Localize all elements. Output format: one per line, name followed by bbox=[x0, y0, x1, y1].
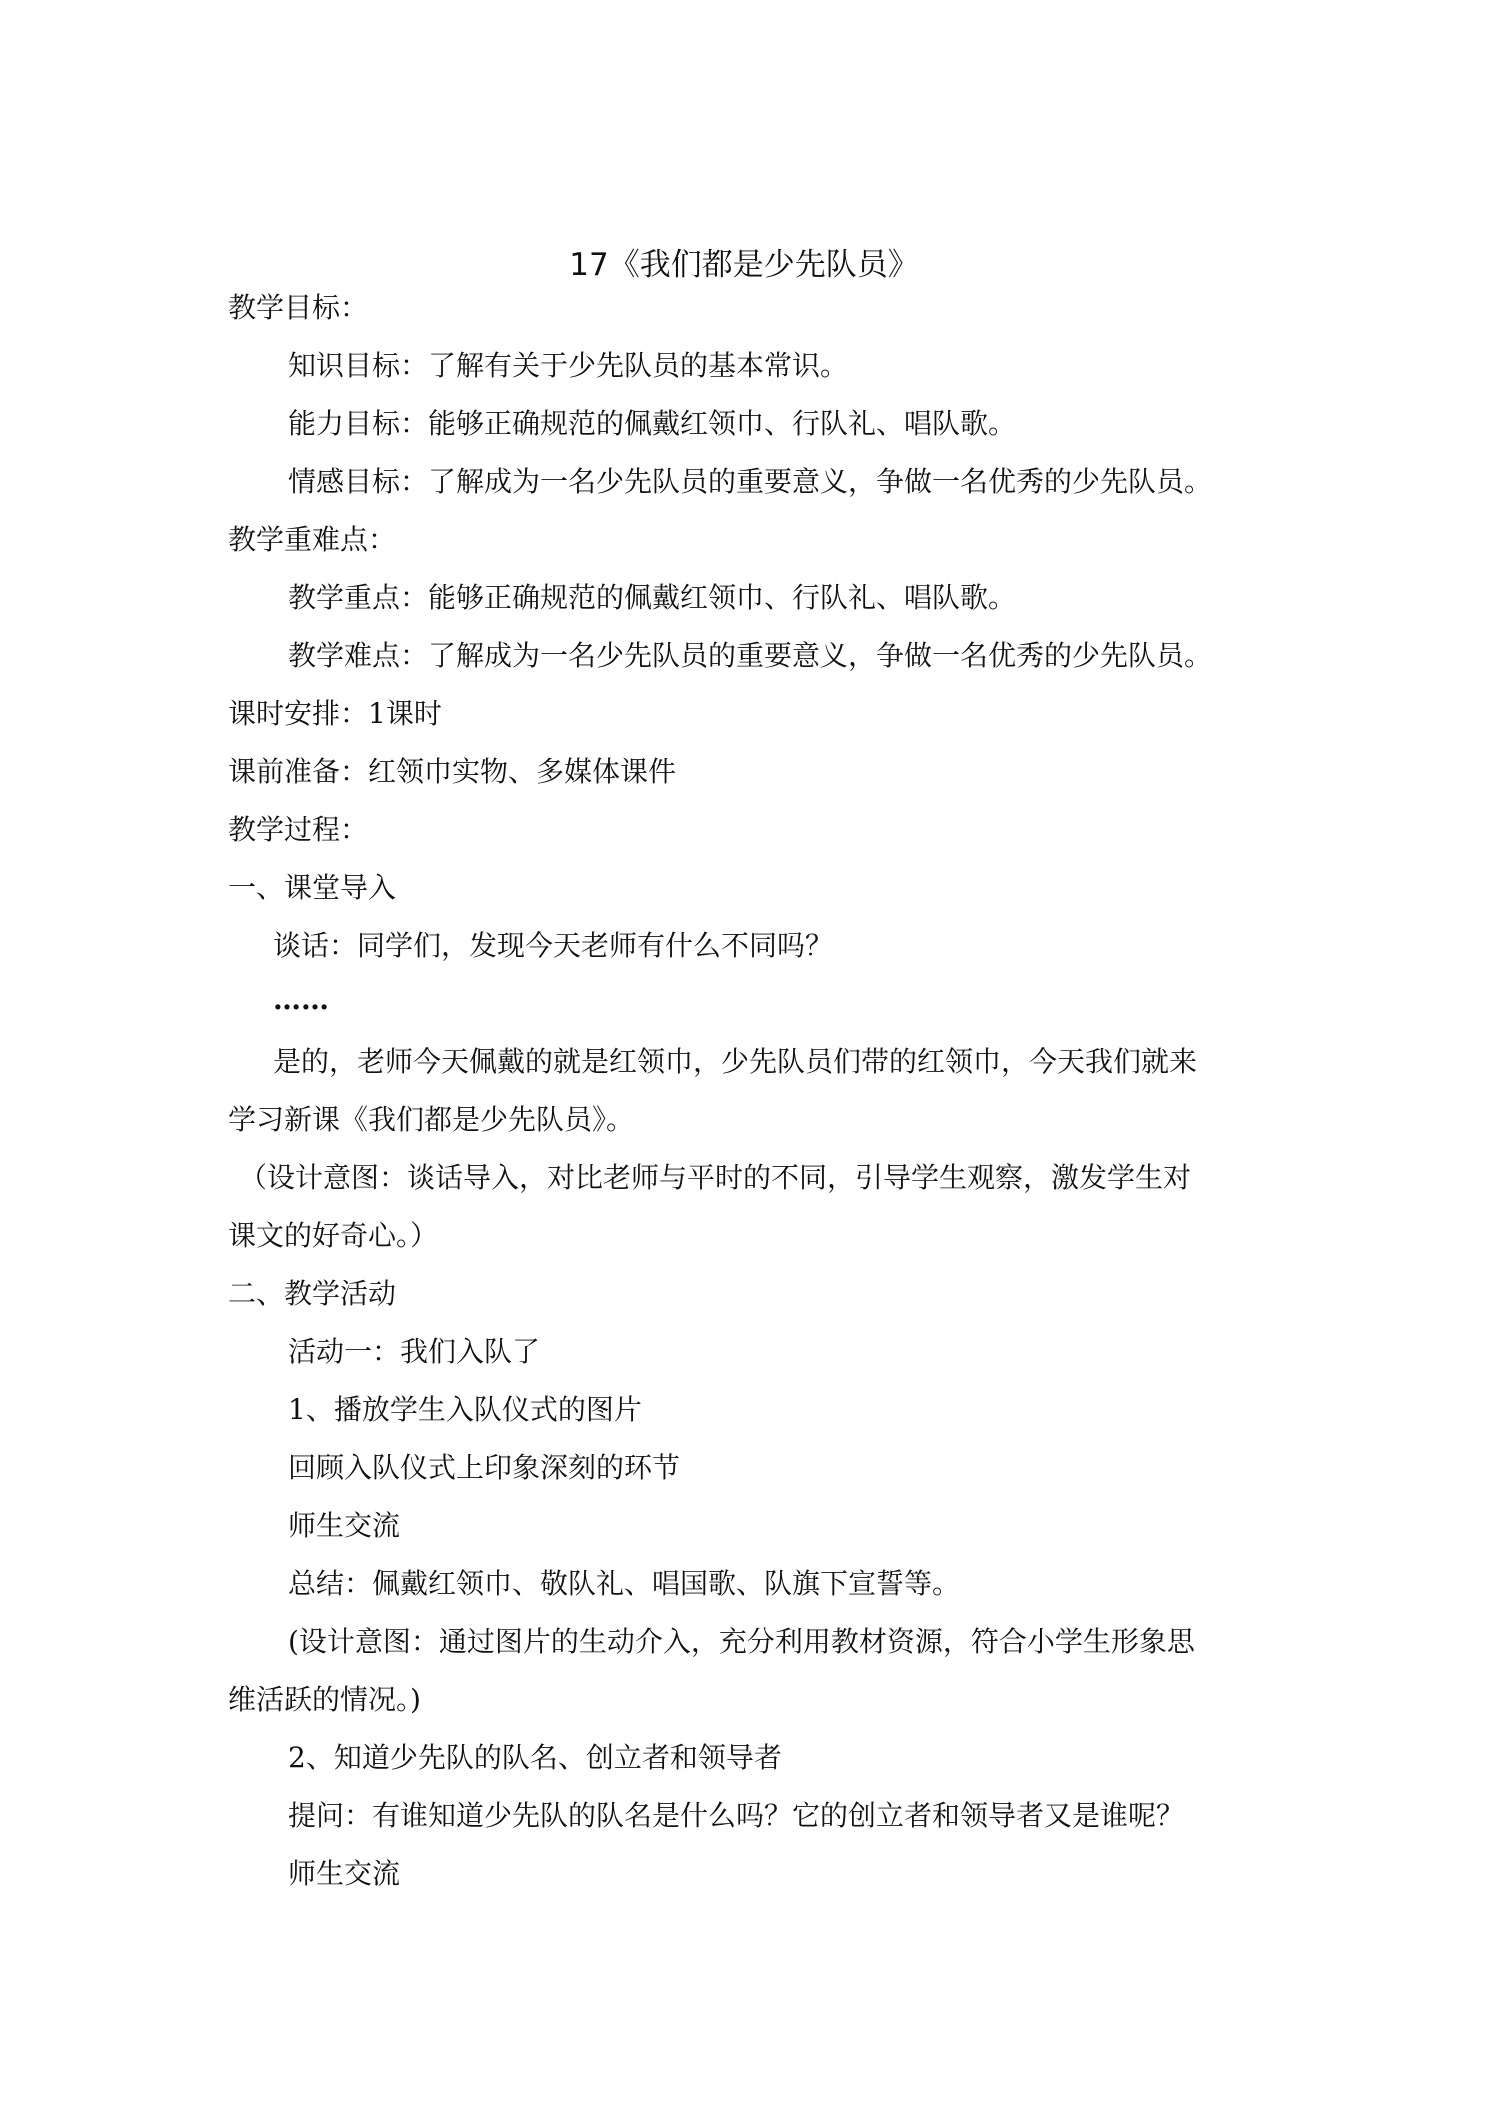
design-note: （设计意图：谈话导入，对比老师与平时的不同，引导学生观察，激发学生对 bbox=[239, 1161, 1192, 1194]
class-hours: 课时安排：1课时 bbox=[228, 697, 442, 730]
paragraph-line: 回顾入队仪式上印象深刻的环节 bbox=[288, 1451, 681, 1484]
objective-ability: 能力目标：能够正确规范的佩戴红领巾、行队礼、唱队歌。 bbox=[288, 407, 1017, 440]
preparation: 课前准备：红领巾实物、多媒体课件 bbox=[228, 755, 677, 788]
key-point: 教学重点：能够正确规范的佩戴红领巾、行队礼、唱队歌。 bbox=[288, 581, 1017, 614]
section-heading-key-points: 教学重难点： bbox=[228, 523, 397, 556]
paragraph-line: 谈话：同学们，发现今天老师有什么不同吗？ bbox=[273, 929, 834, 962]
ellipsis-line: …… bbox=[273, 983, 329, 1016]
paragraph-line: 总结：佩戴红领巾、敬队礼、唱国歌、队旗下宣誓等。 bbox=[288, 1567, 961, 1600]
objective-emotion: 情感目标：了解成为一名少先队员的重要意义，争做一名优秀的少先队员。 bbox=[288, 465, 1213, 498]
section-heading-objectives: 教学目标： bbox=[228, 291, 369, 324]
design-note: (设计意图：通过图片的生动介入，充分利用教材资源，符合小学生形象思 bbox=[288, 1625, 1195, 1658]
document-title: 17《我们都是少先队员》 bbox=[569, 247, 919, 283]
activity-heading: 活动一：我们入队了 bbox=[288, 1335, 541, 1368]
design-note-continued: 维活跃的情况。) bbox=[228, 1683, 421, 1716]
paragraph-line: 是的，老师今天佩戴的就是红领巾，少先队员们带的红领巾，今天我们就来 bbox=[273, 1045, 1198, 1078]
activity-step: 2、知道少先队的队名、创立者和领导者 bbox=[288, 1741, 782, 1774]
section-heading-process: 教学过程： bbox=[228, 813, 369, 846]
part-two-heading: 二、教学活动 bbox=[228, 1277, 397, 1310]
objective-knowledge: 知识目标：了解有关于少先队员的基本常识。 bbox=[288, 349, 849, 382]
activity-step: 1、播放学生入队仪式的图片 bbox=[288, 1393, 642, 1426]
part-one-heading: 一、课堂导入 bbox=[228, 871, 397, 904]
design-note-continued: 课文的好奇心。） bbox=[228, 1219, 439, 1252]
paragraph-line: 学习新课《我们都是少先队员》。 bbox=[228, 1103, 635, 1136]
paragraph-line: 提问：有谁知道少先队的队名是什么吗？它的创立者和领导者又是谁呢？ bbox=[288, 1799, 1185, 1832]
paragraph-line: 师生交流 bbox=[288, 1857, 401, 1890]
paragraph-line: 师生交流 bbox=[288, 1509, 401, 1542]
difficult-point: 教学难点：了解成为一名少先队员的重要意义，争做一名优秀的少先队员。 bbox=[288, 639, 1213, 672]
